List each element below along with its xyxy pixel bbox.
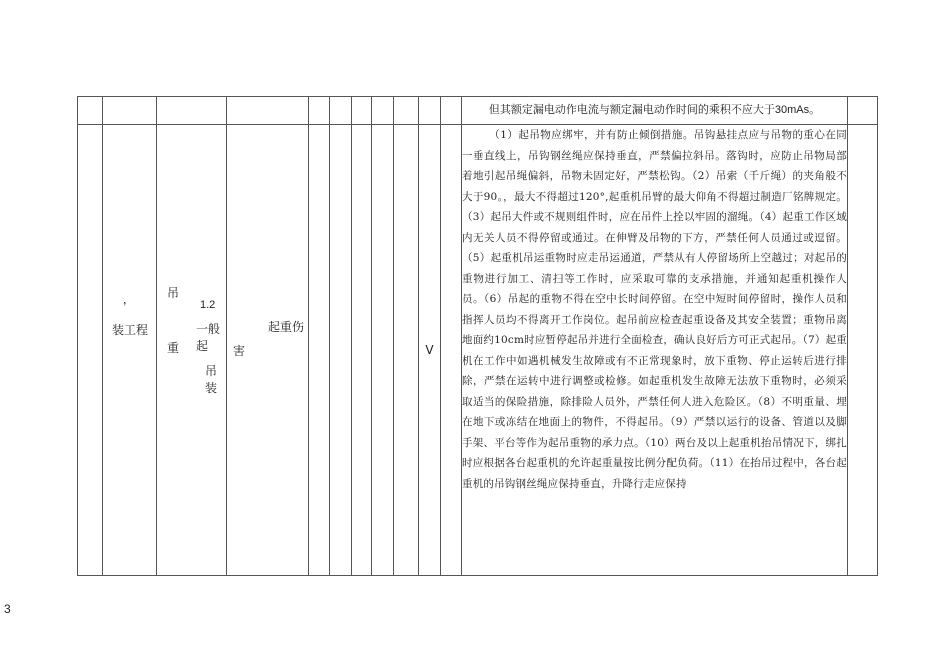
check-mark: V <box>419 125 441 576</box>
cell-top-7 <box>352 97 372 125</box>
cell-top-4 <box>227 97 309 125</box>
project-category-text: 装工程 <box>111 323 148 337</box>
work-item-char-diao: 吊 <box>167 286 180 300</box>
cell-top-11 <box>441 97 462 125</box>
cell-top-1 <box>78 97 103 125</box>
table-row-lifting <box>78 125 878 576</box>
work-item-number: 1.2 <box>200 299 216 311</box>
cell-top-9 <box>394 97 419 125</box>
hazard-lifting-injury: 起重伤 <box>268 320 305 334</box>
page-number: 3 <box>4 602 11 616</box>
cell-top-5 <box>309 97 330 125</box>
cell-main-13 <box>848 125 878 576</box>
project-category-comma: ， <box>123 293 134 306</box>
safety-measures-table-wrapper <box>77 96 877 576</box>
cell-top-10 <box>419 97 441 125</box>
cell-main-1 <box>78 125 103 576</box>
cell-main-7 <box>352 125 372 576</box>
work-item-hoisting: 吊装 <box>205 364 218 395</box>
hazard-cell <box>227 125 309 576</box>
work-item-char-zhong: 重 <box>167 341 180 355</box>
project-category-cell <box>103 125 157 576</box>
hazard-char-hai: 害 <box>233 344 246 358</box>
cell-top-6 <box>330 97 352 125</box>
cell-main-5 <box>309 125 330 576</box>
cell-main-8 <box>372 125 394 576</box>
leakage-current-note: 但其额定漏电动作电流与额定漏电动作时间的乘积不应大于30mAs。 <box>462 97 848 125</box>
cell-top-2 <box>103 97 157 125</box>
cell-top-8 <box>372 97 394 125</box>
cell-top-3 <box>157 97 227 125</box>
cell-main-11 <box>441 125 462 576</box>
lifting-safety-measures: （1）起吊物应绑牢，并有防止倾倒措施。吊钩悬挂点应与吊物的重心在同一垂直线上，吊钩钢丝绳应保持垂直，严禁偏拉斜吊。落钩时，应防止吊物局部着地引起吊绳偏斜，吊物未固定好，严禁松钩。（2）吊索（千斤绳）的夹角般不大于90。，最大不得超过120°,起重机吊臂的最大仰角不得超过制造厂铭牌规定。（3）起吊大件或不规则组件时，应在吊件上拴以牢固的溜绳。（4）起重工作区域内无关人员不得停留或通过。在伸臂及吊物的下方，严禁任何人员通过或逗留。（5）起重机吊运重物时应走吊运通道，严禁从有人停留场所上空越过；对起吊的重物进行加工、清扫等工作时，应采取可靠的支承措施，并通知起重机操作人员。（6）吊起的重物不得在空中长时间停留。在空中短时间停留时，操作人员和指挥人员均不得离开工作岗位。起吊前应检查起重设备及其安全装置；重物吊离地面约10cm时应暂停起吊并进行全面检查，确认良好后方可正式起吊。（7）起重机在工作中如遇机械发生故障或有不正常现象时，放下重物、停止运转后进行排除，严禁在运转中进行调整或检修。如起重机发生故障无法放下重物时，必须采取适当的保险措施，除排险人员外，严禁任何人进入危险区。（8）不明重量、埋在地下或冻结在地面上的物件，不得起吊。（9）严禁以运行的设备、管道以及脚手架、平台等作为起吊重物的承力点。（10）两台及以上起重机抬吊情况下，绑扎时应根据各台起重机的允许起重量按比例分配负荷。（11）在抬吊过程中，各台起重机的吊钩钢丝绳应保持垂直，升降行走应保持 <box>462 125 848 576</box>
cell-main-6 <box>330 125 352 576</box>
table-row-top <box>78 97 878 125</box>
cell-main-9 <box>394 125 419 576</box>
work-item-general: 一般起 <box>196 322 221 353</box>
cell-top-13 <box>848 97 878 125</box>
safety-measures-table <box>77 96 878 576</box>
work-item-cell <box>157 125 227 576</box>
